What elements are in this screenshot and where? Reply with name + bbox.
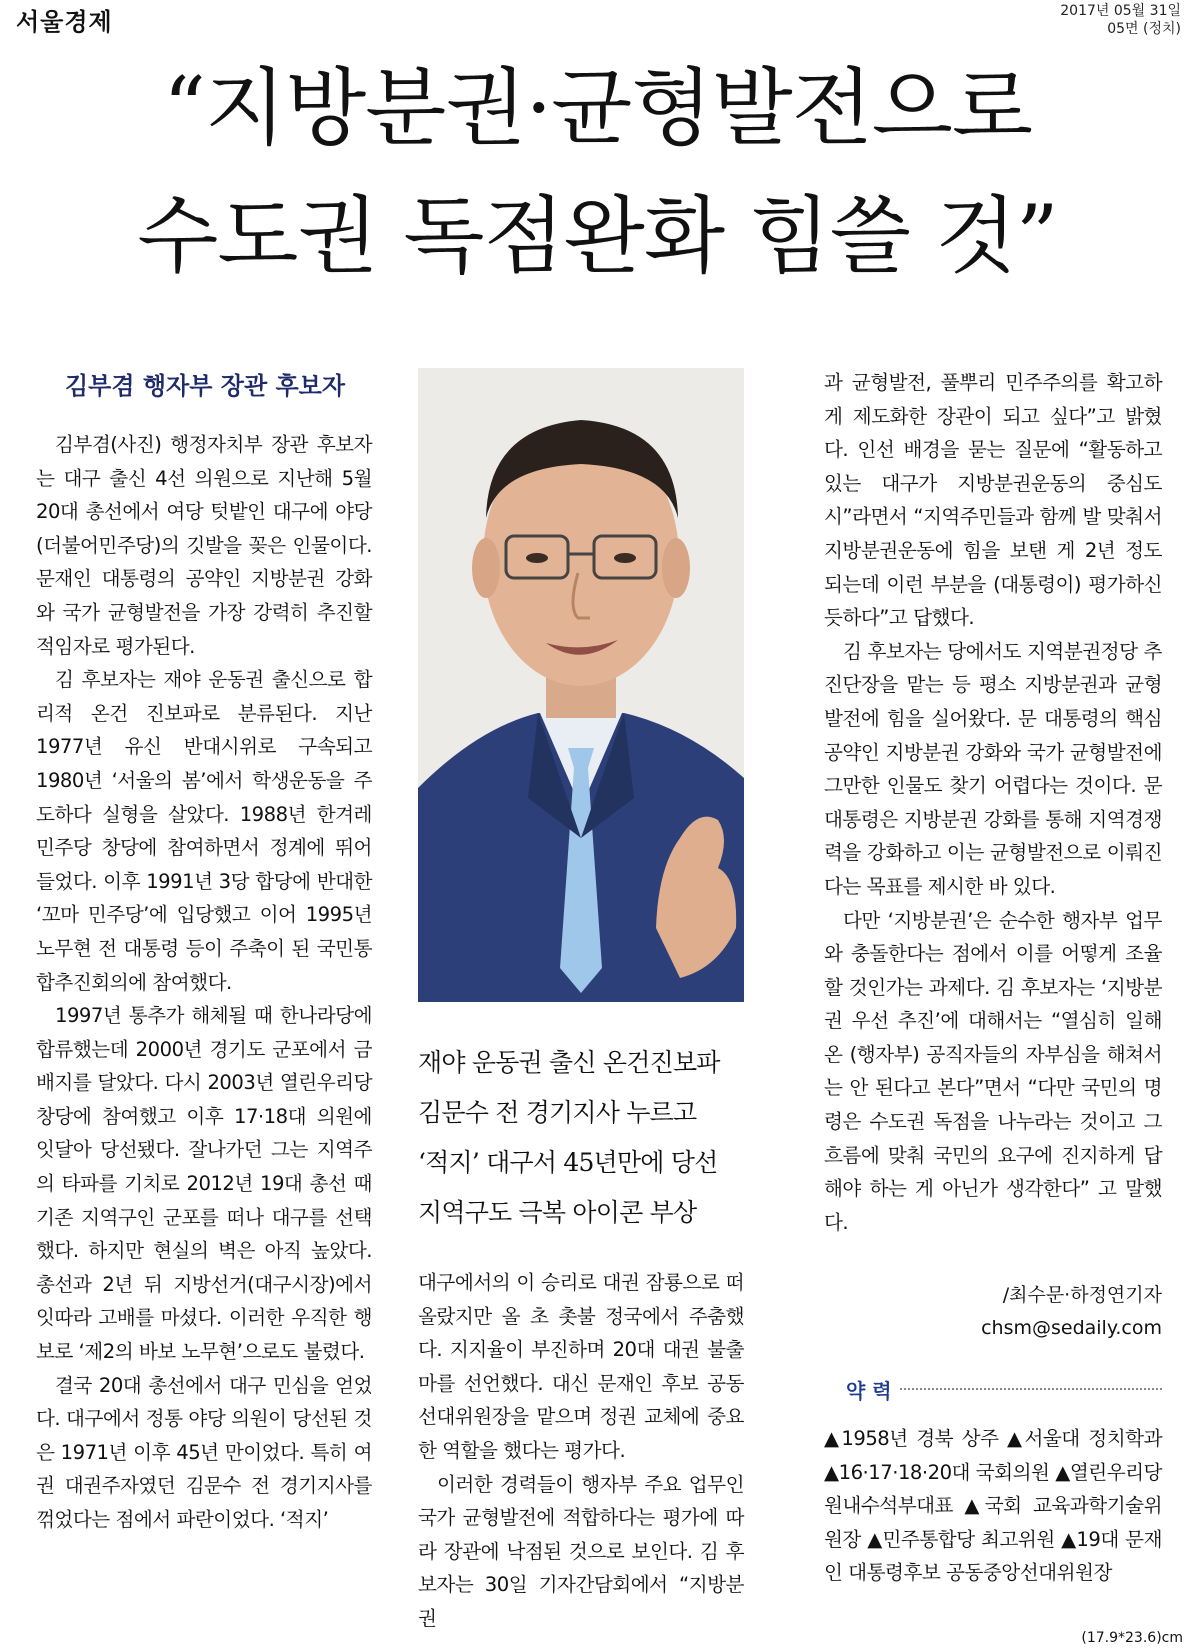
bio-heading: 약 력 bbox=[846, 1379, 892, 1403]
paragraph: 과 균형발전, 풀뿌리 민주주의를 확고하게 제도화한 장관이 되고 싶다”고 밝혔다. 인선 배경을 묻는 질문에 “활동하고 있는 대구가 지방분권운동의 중심도시”라면서 “지역주민들과 함께 발 맞춰서 지방분권운동에 힘을 보탠 게 2년 정도 되는데 이런 부분을 (대통령이) 평가하신 듯하다”고 답했다. bbox=[824, 371, 1162, 630]
article-size-note: (17.9*23.6)cm bbox=[1081, 1630, 1183, 1646]
portrait-photo bbox=[418, 368, 744, 1002]
headline-line-2: 수도권 독점완화 힘쓸 것” bbox=[137, 187, 1058, 285]
article-subtitle: 김부겸 행자부 장관 후보자 bbox=[64, 372, 346, 400]
photo-caption bbox=[418, 1038, 744, 1238]
paragraph: 다만 ‘지방분권’은 순수한 행자부 업무와 충돌한다는 점에서 이를 어떻게 조율할 것인가는 과제다. 김 후보자는 ‘지방분권 우선 추진’에 대해서는 “열심히 일해온 (행자부) 공직자들의 자부심을 해쳐서는 안 된다고 본다”면서 “다만 국민의 명령은 수도권 독점을 나누라는 것이고 그 흐름에 맞춰 국민의 요구에 진지하게 답해야 하는 게 아닌가 생각한다” 고 말했다. bbox=[824, 908, 1162, 1234]
article-column-2 bbox=[418, 1266, 744, 1636]
newspaper-masthead: 서울경제 bbox=[16, 8, 113, 36]
dateline bbox=[1060, 2, 1181, 38]
article-column-1 bbox=[36, 428, 372, 1537]
paragraph: 김 후보자는 재야 운동권 출신으로 합리적 온건 진보파로 분류된다. 지난 1977년 유신 반대시위로 구속되고 1980년 ‘서울의 봄’에서 학생운동을 주도하다 실형을 살았다. 1988년 한겨레 민주당 창당에 참여하면서 정계에 뛰어들었다. 이후 1991년 3당 합당에 반대한 ‘꼬마 민주당’에 입당했고 이어 1995년 노무현 전 대통령 등이 주축이 된 국민통합추진회의에 참여했다. bbox=[36, 668, 372, 994]
page-section: 05면 (정치) bbox=[1107, 21, 1181, 37]
headline-line-1: “지방분권·균형발전으로 bbox=[162, 59, 1033, 157]
byline bbox=[824, 1279, 1162, 1345]
bio-divider bbox=[900, 1388, 1162, 1390]
reporter-names: /최수문·하정연기자 bbox=[1002, 1284, 1162, 1306]
publication-date: 2017년 05월 31일 bbox=[1060, 3, 1181, 19]
paragraph: 1997년 통추가 해체될 때 한나라당에 합류했는데 2000년 경기도 군포에서 금배지를 달았다. 다시 2003년 열린우리당 창당에 참여했고 이후 17·18대 의원에 잇달아 당선됐다. 잘나가던 그는 지역주의 타파를 기치로 2012년 19대 총선 때 기존 지역구인 군포를 떠나 대구를 선택했다. 하지만 현실의 벽은 아직 높았다. 총선과 2년 뒤 지방선거(대구시장)에서 잇따라 고배를 마셨다. 이러한 우직한 행보로 ‘제2의 바보 노무현’으로도 불렸다. bbox=[36, 1004, 372, 1364]
paragraph: 김부겸(사진) 행정자치부 장관 후보자는 대구 출신 4선 의원으로 지난해 5월 20대 총선에서 여당 텃밭인 대구에 야당(더불어민주당)의 깃발을 꽂은 인물이다. 문재인 대통령의 공약인 지방분권 강화와 국가 균형발전을 가장 강력히 추진할 적임자로 평가된다. bbox=[36, 433, 372, 658]
bio-text: ▲1958년 경북 상주 ▲서울대 정치학과 ▲16·17·18·20대 국회의원 ▲열린우리당 원내수석부대표 ▲국회 교육과학기술위원장 ▲민주통합당 최고위원 ▲19대 문재인 대통령후보 공동중앙선대위원장 bbox=[824, 1427, 1162, 1585]
caption-line: ‘적지’ 대구서 45년만에 당선 bbox=[418, 1148, 718, 1177]
reporter-email: chsm@sedaily.com bbox=[981, 1317, 1162, 1339]
portrait-illustration bbox=[418, 368, 744, 1002]
paragraph: 대구에서의 이 승리로 대권 잠룡으로 떠올랐지만 올 초 촛불 정국에서 주춤했다. 지지율이 부진하며 20대 대권 불출마를 선언했다. 대신 문재인 후보 공동선대위원장을 맡으며 정권 교체에 중요한 역할을 했다는 평가다. bbox=[418, 1271, 744, 1462]
caption-line: 지역구도 극복 아이콘 부상 bbox=[418, 1198, 697, 1227]
paragraph: 김 후보자는 당에서도 지역분권정당 추진단장을 맡는 등 평소 지방분권과 균형발전에 힘을 실어왔다. 문 대통령의 핵심공약인 지방분권 강화와 국가 균형발전에 그만한 인물도 찾기 어렵다는 것이다. 문 대통령은 지방분권 강화를 통해 지역경쟁력을 강화하고 이는 균형발전으로 이뤄진다는 목표를 제시한 바 있다. bbox=[824, 639, 1162, 898]
paragraph: 이러한 경력들이 행자부 주요 업무인 국가 균형발전에 적합하다는 평가에 따라 장관에 낙점된 것으로 보인다. 김 후보자는 30일 기자간담회에서 “지방분권 bbox=[418, 1472, 744, 1630]
article-column-3 bbox=[824, 366, 1162, 1239]
caption-line: 김문수 전 경기지사 누르고 bbox=[418, 1098, 697, 1127]
caption-line: 재야 운동권 출신 온건진보파 bbox=[418, 1048, 720, 1077]
paragraph: 결국 20대 총선에서 대구 민심을 얻었다. 대구에서 정통 야당 의원이 당선된 것은 1971년 이후 45년 만이었다. 특히 여권 대권주자였던 김문수 전 경기지사를 꺾었다는 점에서 파란이었다. ‘적지’ bbox=[36, 1373, 372, 1531]
